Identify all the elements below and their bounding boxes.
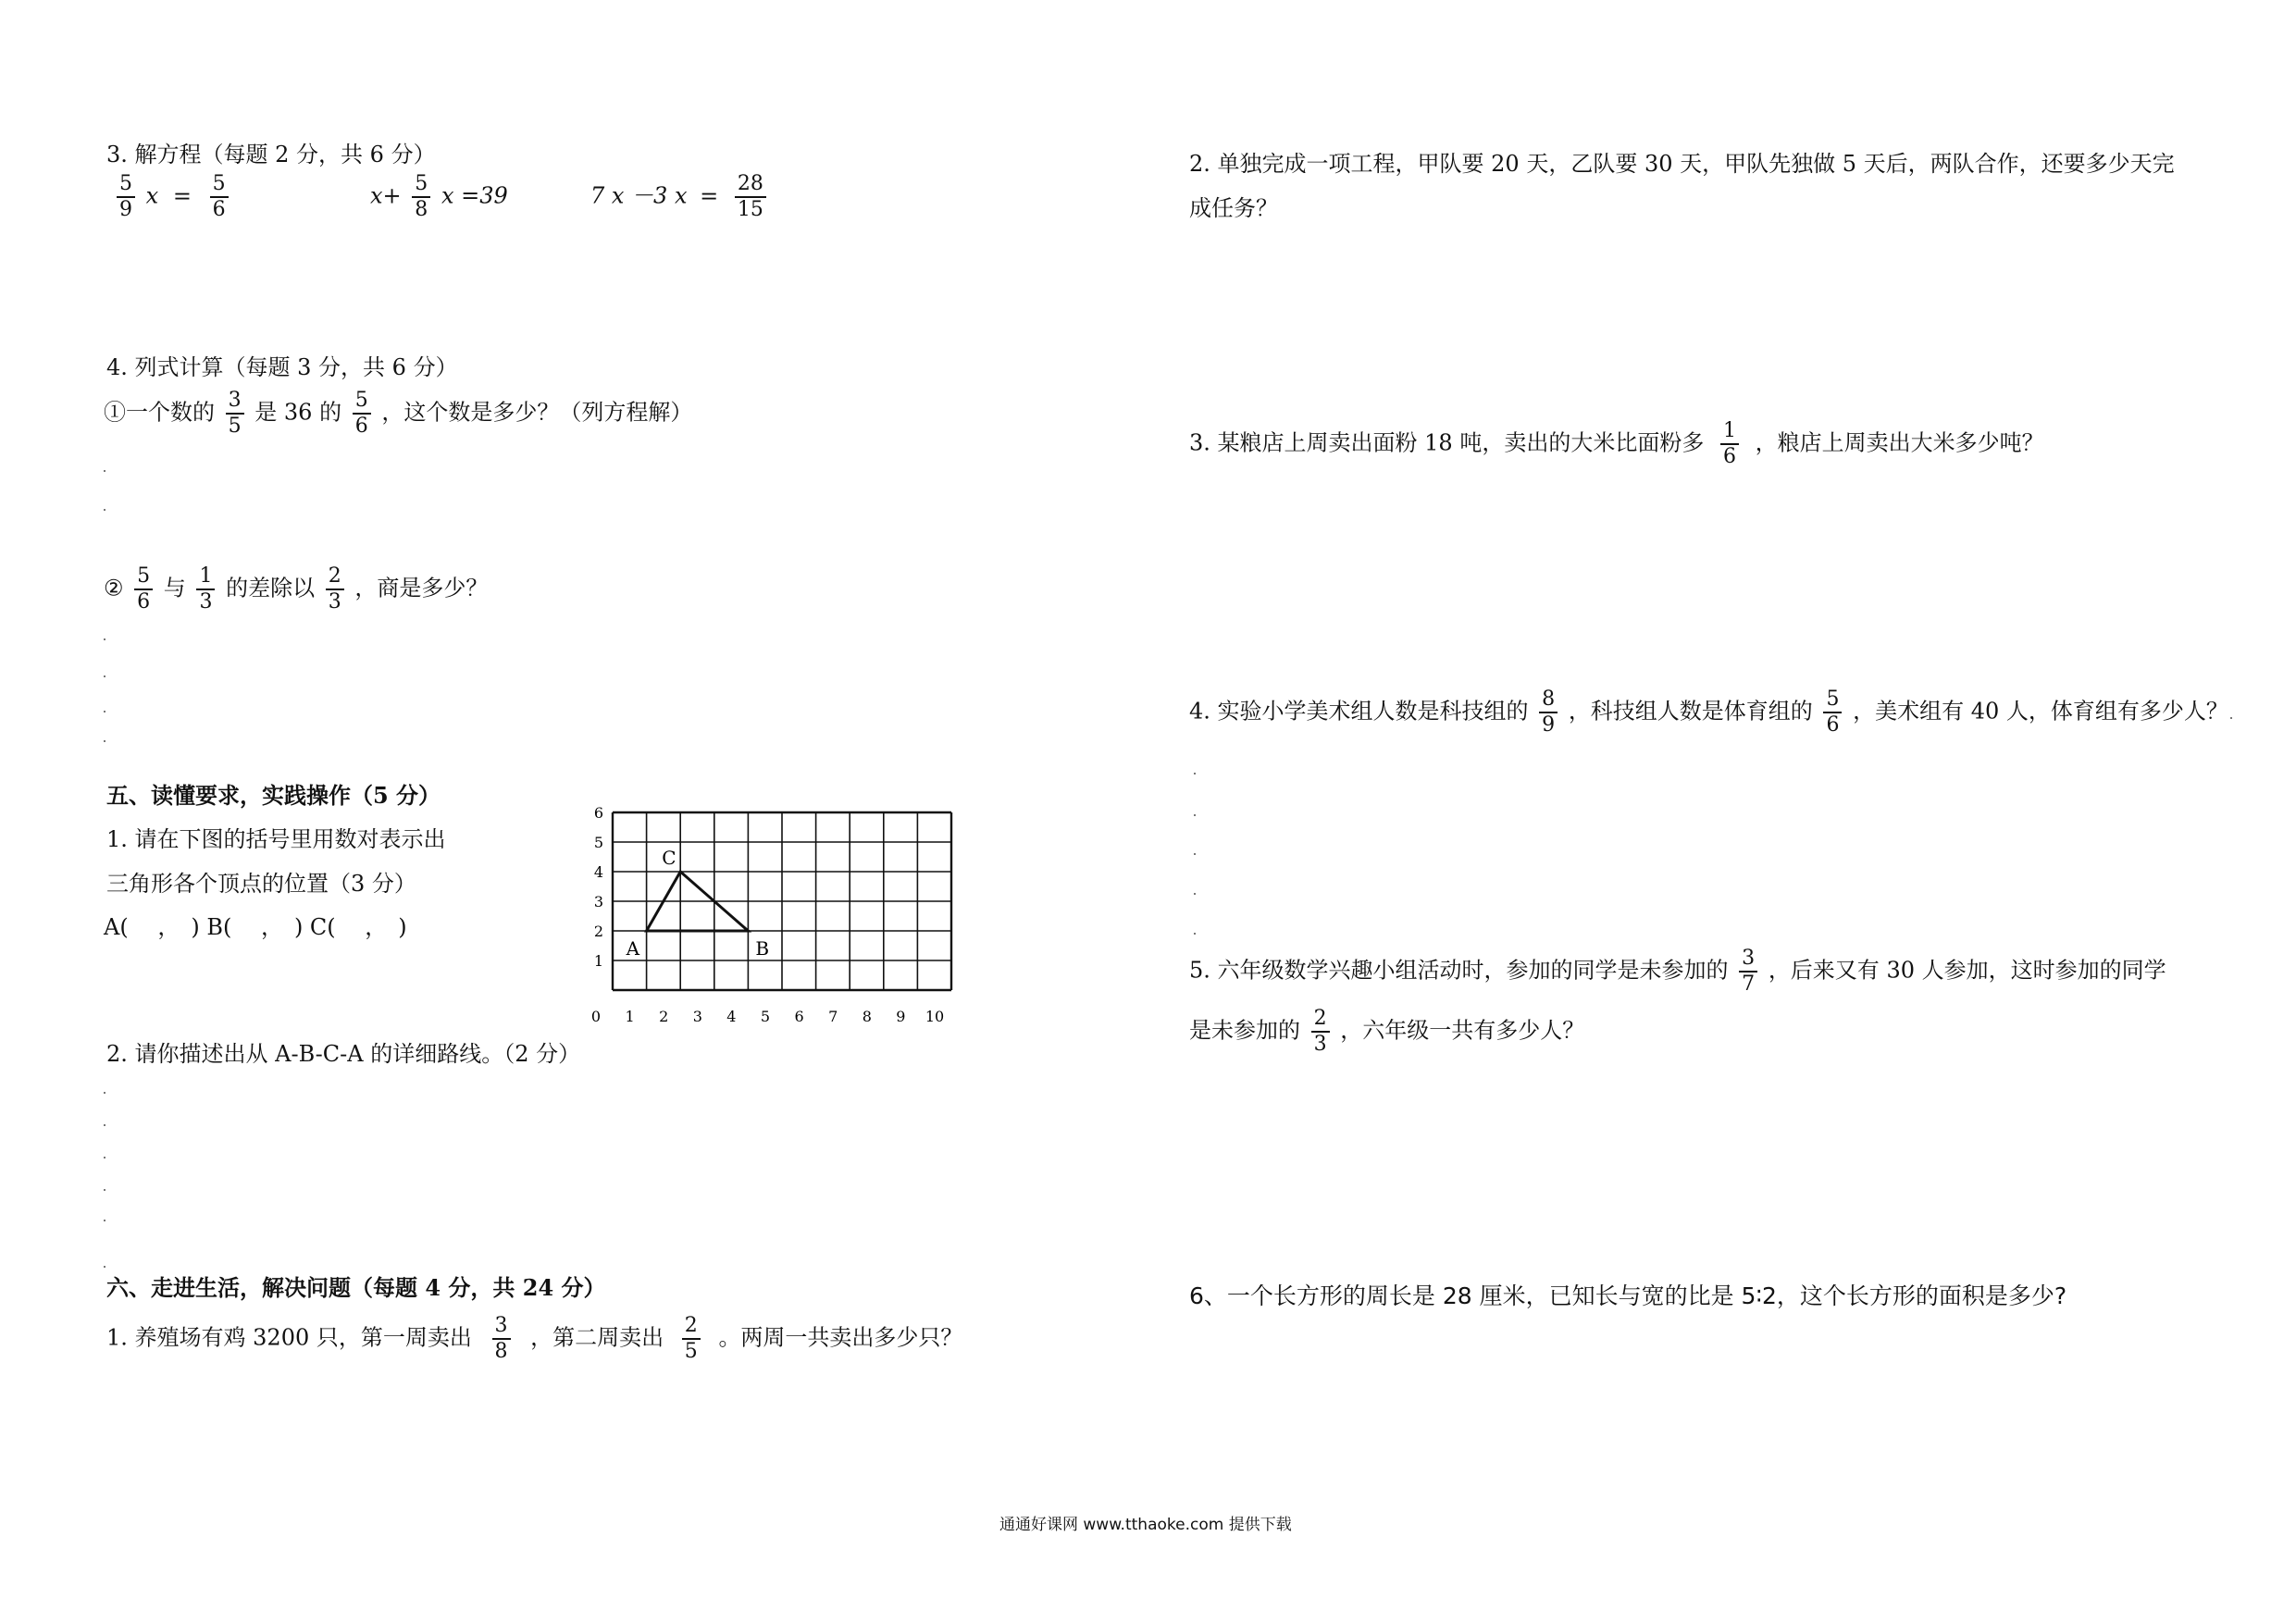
scan-dot [104, 1157, 105, 1158]
y-tick-label: 3 [593, 893, 603, 911]
x-tick-label: 4 [726, 1008, 737, 1025]
sec5-q1-answer-blanks: A( ， ) B( ， ) C( ， ) [104, 914, 407, 940]
x-tick-label: 10 [925, 1008, 945, 1025]
fraction: $\frac{1}{6}$ [1720, 421, 1739, 467]
q4-title: 4. 列式计算（每题 3 分，共 6 分） [106, 354, 458, 380]
scan-dot [1194, 933, 1196, 935]
point-label-c: C [662, 847, 676, 869]
scan-dot [104, 1220, 105, 1221]
y-tick-label: 4 [593, 863, 603, 881]
x-tick-label: 2 [659, 1008, 669, 1025]
sec5-q1-line1: 1. 请在下图的括号里用数对表示出 [106, 826, 446, 852]
scan-dot [104, 1124, 105, 1126]
fraction: $\frac{2}{5}$ [682, 1316, 701, 1362]
y-tick-label: 1 [593, 952, 603, 970]
fraction: $\frac{3}{8}$ [492, 1316, 511, 1362]
fraction: $\frac{5}{6}$ [134, 566, 153, 613]
fraction: $\frac{5}{9}$ [117, 174, 135, 220]
footer-credit: 通通好课网 www.tthaoke.com 提供下载 [999, 1516, 1292, 1534]
r-q6: 6、一个长方形的周长是 28 厘米，已知长与宽的比是 5∶2，这个长方形的面积是多少? [1189, 1282, 2067, 1309]
fraction: $\frac{5}{6}$ [1823, 689, 1842, 736]
y-tick-label: 2 [593, 923, 603, 940]
x-tick-label: 7 [828, 1008, 838, 1025]
coordinate-grid [574, 805, 962, 1027]
r-q5-line1: 5. 六年级数学兴趣小组活动时，参加的同学是未参加的 $\frac{3}{7}$ ，后来又有 30 人参加，这时参加的同学 [1189, 947, 2166, 996]
fraction: $\frac{3}{7}$ [1739, 948, 1757, 995]
scan-dot [104, 675, 105, 677]
scan-dot [104, 470, 105, 472]
y-axis-labels [594, 805, 603, 970]
scan-dot [1194, 773, 1196, 774]
x-tick-label: 8 [862, 1008, 872, 1025]
x-tick-label: 5 [760, 1008, 771, 1025]
y-tick-label: 5 [593, 834, 603, 851]
fraction: $\frac{2}{3}$ [1311, 1009, 1330, 1055]
scan-dot [1194, 893, 1196, 895]
r-q4: 4. 实验小学美术组人数是科技组的 $\frac{8}{9}$ ，科技组人数是体育组的 $\frac{5}{6}$ ，美术组有 40 人，体育组有多少人？ [1189, 688, 2228, 737]
x-tick-label: 3 [692, 1008, 702, 1025]
x-tick-label: 1 [625, 1008, 635, 1025]
fraction: $\frac{5}{6}$ [210, 174, 229, 220]
q4-item-1: ①一个数的 $\frac{3}{5}$ 是 36 的 $\frac{5}{6}$ ，这个数是多少？（列方程解） [104, 389, 693, 438]
fraction: $\frac{3}{5}$ [226, 390, 244, 437]
fraction: $\frac{2}{3}$ [326, 566, 344, 613]
section-6-heading: 六、走进生活，解决问题（每题 4 分，共 24 分） [106, 1274, 606, 1301]
r-q2-line1: 2. 单独完成一项工程，甲队要 20 天，乙队要 30 天，甲队先独做 5 天后，两队合作，还要多少天完 [1189, 151, 2175, 177]
fraction: $\frac{5}{8}$ [412, 174, 430, 220]
y-tick-label: 6 [593, 805, 603, 822]
point-label-a: A [626, 937, 640, 960]
scan-dot [104, 638, 105, 640]
scan-dot [1194, 814, 1196, 816]
sec5-q2: 2. 请你描述出从 A-B-C-A 的详细路线。（2 分） [106, 1041, 581, 1067]
r-q3: 3. 某粮店上周卖出面粉 18 吨，卖出的大米比面粉多 $\frac{1}{6}$ ，粮店上周卖出大米多少吨？ [1189, 419, 2044, 468]
scan-dot [104, 740, 105, 742]
q3-equation-3: 7 x －3 x = $\frac{28}{15}$ [590, 174, 770, 220]
fraction: $\frac{8}{9}$ [1539, 689, 1558, 736]
scan-dot [104, 711, 105, 712]
q3-title: 3. 解方程（每题 2 分，共 6 分） [106, 142, 436, 167]
scan-dot [1194, 853, 1196, 855]
fraction: $\frac{5}{6}$ [353, 390, 371, 437]
scan-dot [104, 1092, 105, 1094]
x-tick-label: 6 [794, 1008, 804, 1025]
scan-dot [104, 1266, 105, 1268]
point-label-b: B [755, 937, 770, 960]
q4-item-2: ② $\frac{5}{6}$ 与 $\frac{1}{3}$ 的差除以 $\frac{2}{3}$ ，商是多少？ [104, 564, 489, 613]
r-q2-line2: 成任务？ [1189, 195, 1278, 221]
q3-equation-2: x+ $\frac{5}{8}$ x =39 [370, 172, 508, 221]
fraction: $\frac{28}{15}$ [735, 174, 766, 220]
r-q5-line2: 是未参加的 $\frac{2}{3}$ ，六年级一共有多少人？ [1189, 1007, 1585, 1056]
scan-dot [104, 509, 105, 511]
section-5-heading: 五、读懂要求，实践操作（5 分） [106, 782, 441, 809]
sec6-q1: 1. 养殖场有鸡 3200 只，第一周卖出 $\frac{3}{8}$ ，第二周卖出 $\frac{2}{5}$ 。两周一共卖出多少只？ [106, 1314, 963, 1363]
fraction: $\frac{1}{3}$ [196, 566, 215, 613]
x-tick-label: 9 [896, 1008, 906, 1025]
scan-dot [2230, 717, 2232, 719]
scan-dot [104, 1189, 105, 1191]
sec5-q1-line2: 三角形各个顶点的位置（3 分） [106, 871, 416, 897]
q3-equation-1: $\frac{5}{9}$ x = $\frac{5}{6}$ [113, 174, 232, 220]
x-axis-labels [591, 1008, 944, 1025]
x-tick-label: 0 [590, 1008, 602, 1025]
